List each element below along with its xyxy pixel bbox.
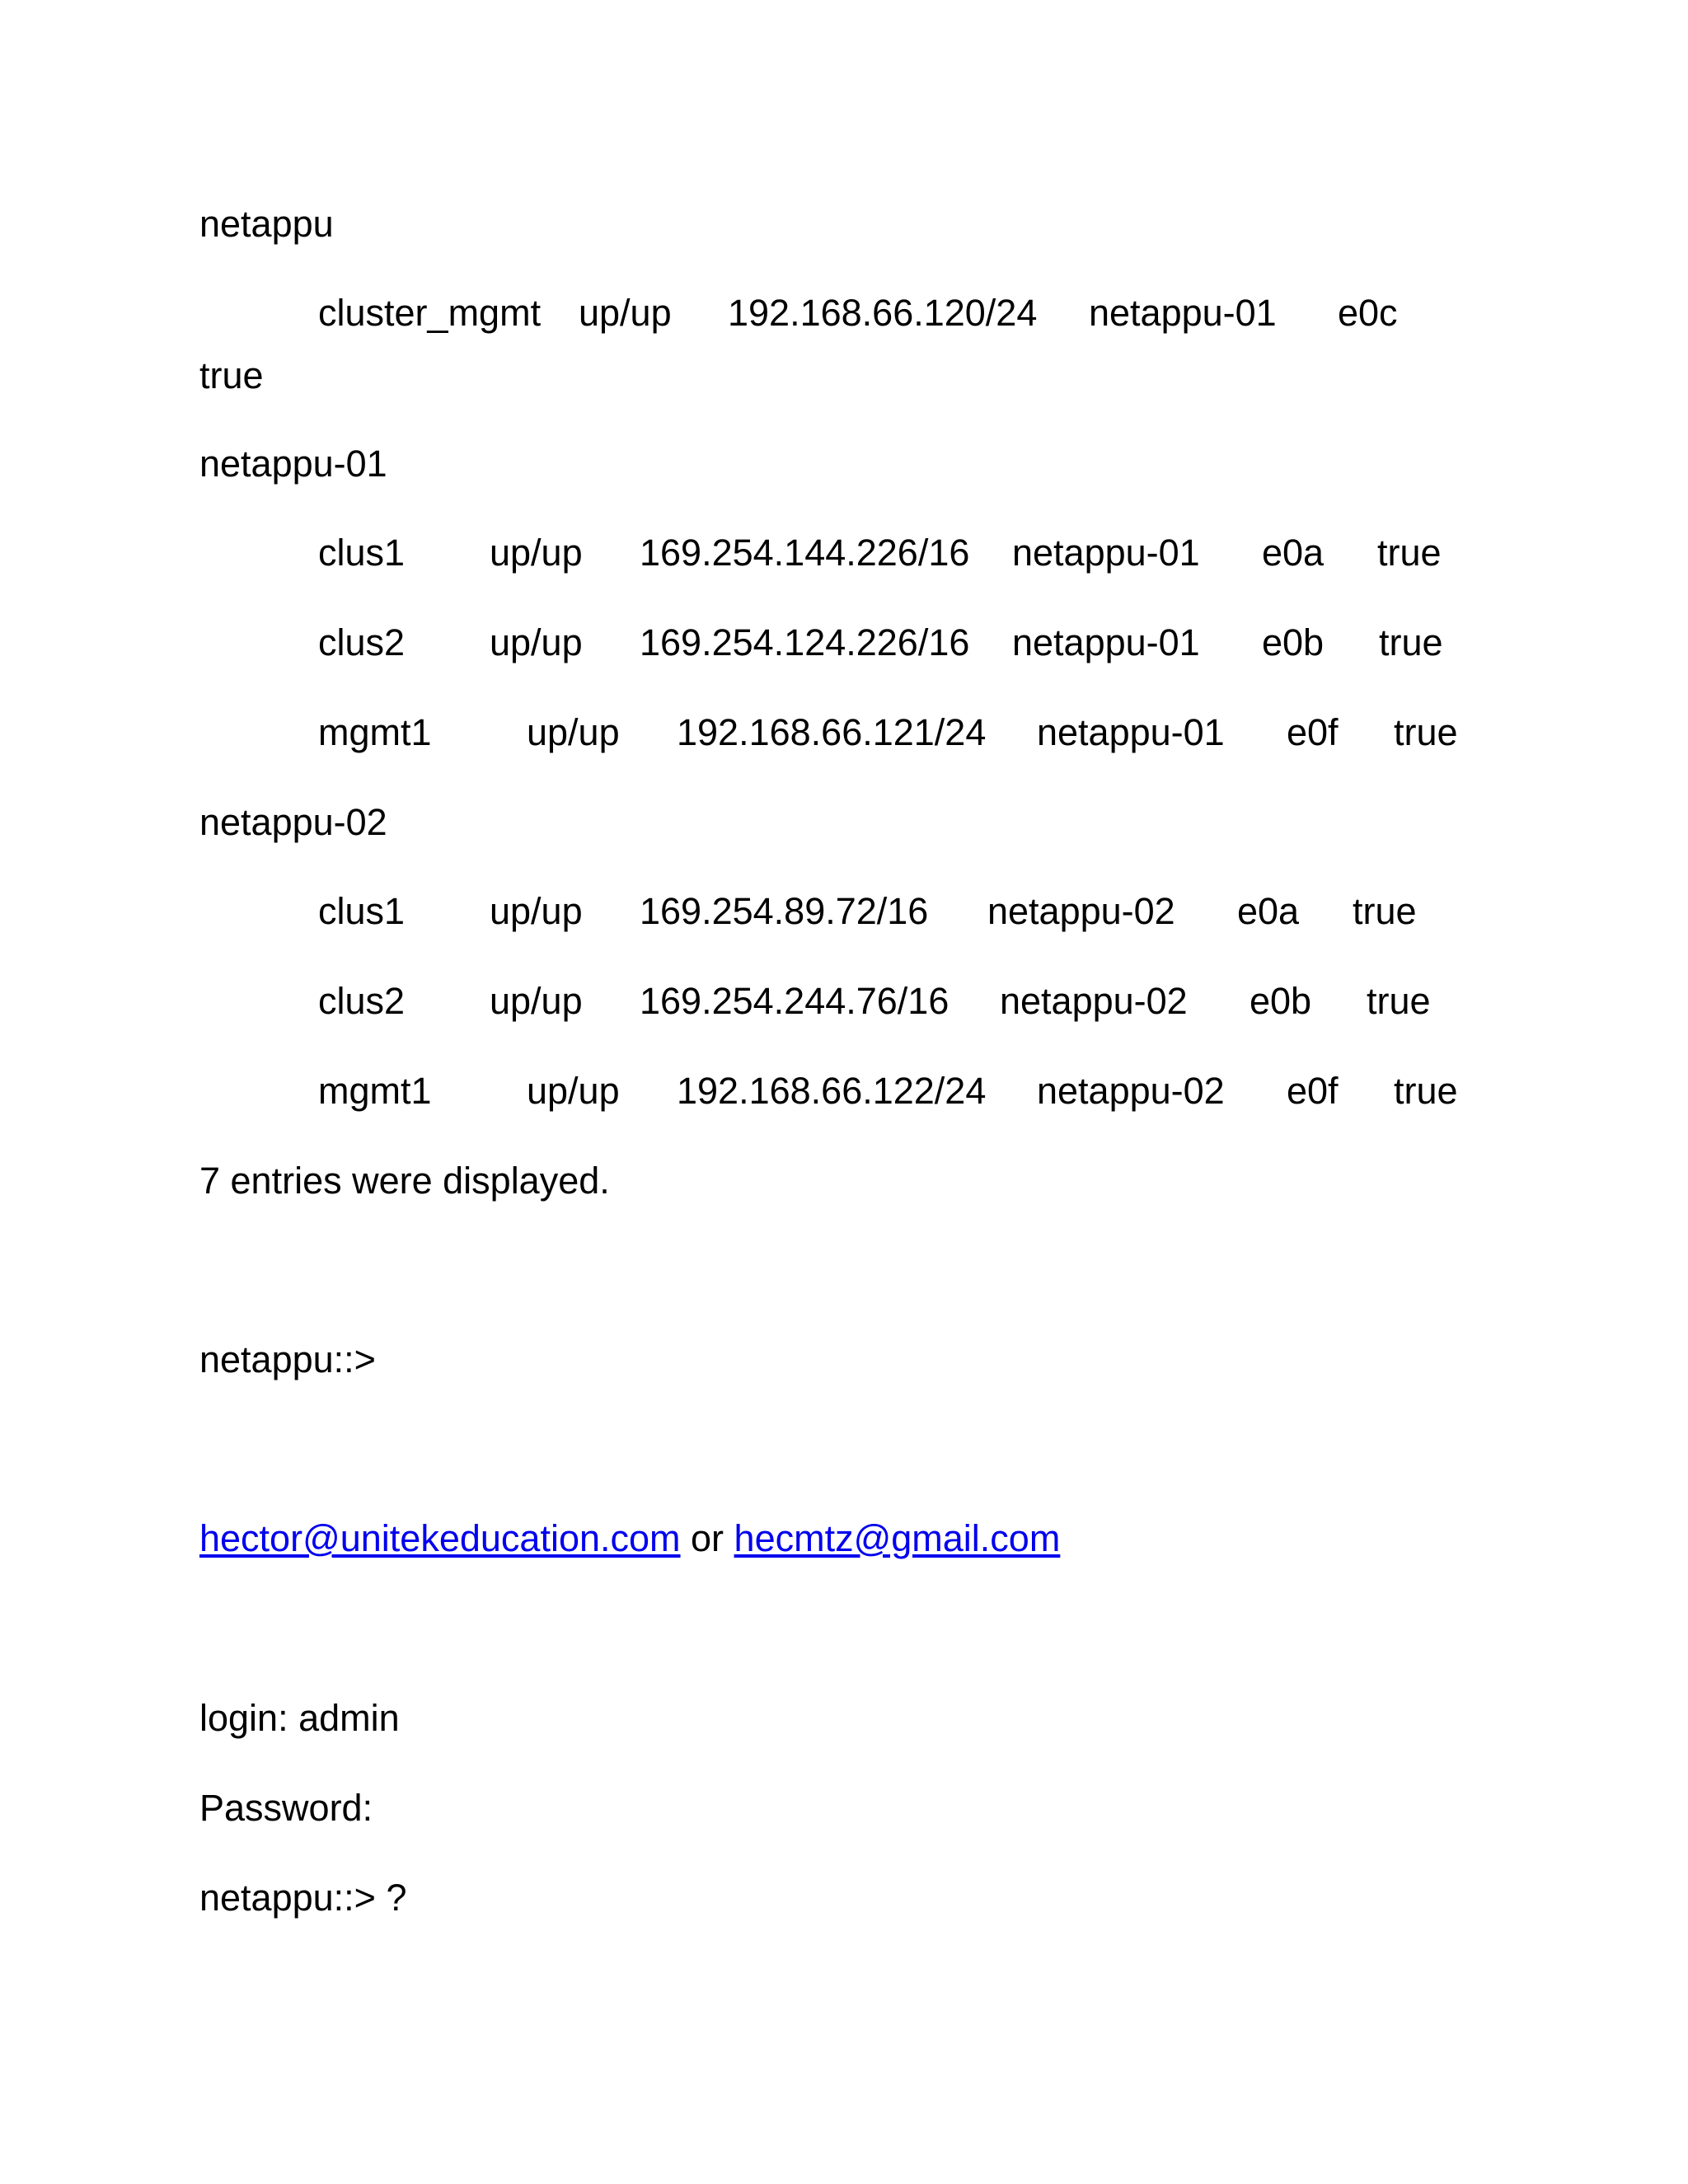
lif-node: netappu-01 xyxy=(1037,711,1225,753)
lif-row xyxy=(318,620,1554,666)
lif-row xyxy=(318,710,1554,756)
lif-is-home: true xyxy=(1367,980,1431,1022)
lif-status: up/up xyxy=(490,532,583,574)
lif-port: e0b xyxy=(1250,980,1312,1022)
password-line: Password: xyxy=(199,1787,373,1829)
lif-is-home: true xyxy=(1394,1070,1458,1112)
lif-port: e0f xyxy=(1287,1070,1339,1112)
lif-name: clus1 xyxy=(318,532,406,574)
lif-name: clus1 xyxy=(318,890,406,932)
email-link-gmail[interactable]: hecmtz@gmail.com xyxy=(734,1517,1061,1559)
lif-status: up/up xyxy=(527,711,620,753)
entries-summary: 7 entries were displayed. xyxy=(199,1160,610,1202)
lif-status: up/up xyxy=(490,890,583,932)
lif-name: mgmt1 xyxy=(318,711,432,753)
lif-name: clus2 xyxy=(318,980,406,1022)
lif-node: netappu-02 xyxy=(1037,1070,1225,1112)
lif-name: cluster_mgmt xyxy=(318,292,542,334)
lif-port: e0b xyxy=(1262,621,1325,663)
lif-node: netappu-02 xyxy=(1000,980,1188,1022)
login-line: login: admin xyxy=(199,1697,400,1739)
node-heading-netappu-01: netappu-01 xyxy=(199,443,387,485)
node-heading-netappu-02: netappu-02 xyxy=(199,801,387,843)
lif-address: 192.168.66.122/24 xyxy=(677,1070,987,1112)
lif-row xyxy=(318,530,1554,576)
lif-row xyxy=(318,888,1554,935)
lif-status: up/up xyxy=(490,621,583,663)
lif-port: e0a xyxy=(1237,890,1300,932)
contact-separator: or xyxy=(680,1517,734,1559)
lif-status: up/up xyxy=(527,1070,620,1112)
cluster-name-heading: netappu xyxy=(199,203,334,245)
lif-name: clus2 xyxy=(318,621,406,663)
lif-address: 169.254.244.76/16 xyxy=(640,980,950,1022)
lif-is-home: true xyxy=(199,354,264,396)
lif-address: 169.254.124.226/16 xyxy=(640,621,970,663)
lif-node: netappu-02 xyxy=(987,890,1175,932)
lif-status: up/up xyxy=(490,980,583,1022)
lif-port: e0c xyxy=(1338,292,1398,334)
lif-node: netappu-01 xyxy=(1089,292,1277,334)
lif-name: mgmt1 xyxy=(318,1070,432,1112)
email-link-unitek[interactable]: hector@unitekeducation.com xyxy=(199,1517,681,1559)
lif-is-home: true xyxy=(1379,621,1443,663)
lif-address: 192.168.66.120/24 xyxy=(728,292,1038,334)
lif-status: up/up xyxy=(579,292,672,334)
lif-node: netappu-01 xyxy=(1012,621,1200,663)
lif-row xyxy=(318,1068,1554,1114)
lif-port: e0f xyxy=(1287,711,1339,753)
lif-address: 192.168.66.121/24 xyxy=(677,711,987,753)
lif-address: 169.254.89.72/16 xyxy=(640,890,929,932)
lif-is-home: true xyxy=(1394,711,1458,753)
contact-line xyxy=(199,1516,1060,1562)
cluster-mgmt-row xyxy=(318,290,1472,336)
lif-node: netappu-01 xyxy=(1012,532,1200,574)
lif-row xyxy=(318,978,1554,1024)
lif-is-home: true xyxy=(1353,890,1417,932)
cli-prompt-help: netappu::> ? xyxy=(199,1877,407,1919)
cli-prompt: netappu::> xyxy=(199,1338,376,1380)
lif-address: 169.254.144.226/16 xyxy=(640,532,970,574)
lif-port: e0a xyxy=(1262,532,1325,574)
lif-is-home: true xyxy=(1377,532,1442,574)
